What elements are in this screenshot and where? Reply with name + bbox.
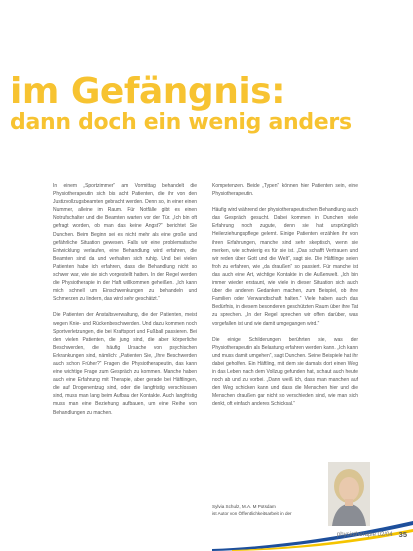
- portrait-image: [328, 462, 370, 526]
- paragraph: Die einige Schilderungen berührten sie, was der Physiotherapeutin als Belastung erfahren werden kann. „Ich kann und muss damit umgehen“, sagt Dunchen. Seine Beispiele hat ihr dabei geholfen. Ein Häftling, mit dem sie damals dort einen Weg in das Leben nach dem Vollzug gefunden hat, schaut auch heute noch ab und zu vorbei. „Dann weiß ich, dass man manchen auf den Weg schicken kann und dass die Menschen hier und die Menschen draußen gar nicht so verschieden sind, wie man sich denkt, oft einfach anderes Schicksal.“: [212, 336, 358, 408]
- right-column: [212, 182, 358, 416]
- author-credit: [212, 504, 322, 517]
- paragraph: Kompetenzen. Beide „Typen“ können hier Patienten sein, eine Physiotherapeutin.: [212, 183, 358, 198]
- author-role: ist Autor von Öffentlichkeitsarbeit in der: [212, 510, 292, 516]
- article-headline: im Gefängnis:: [10, 71, 285, 112]
- magazine-name: physiotherapie 02/04: [336, 531, 393, 538]
- paragraph: Häufig wird während der physiotherapeutischen Behandlung auch das Gespräch gesucht. Dabei kommen in Dunchen viele Erfahrung noch zugute, denn sie hat ursprünglich Heilerziehungspflege gelernt. Einige Patienten erzählen ihr von ihren Erfahrungen, manche sind sehr skeptisch, wenn sie merken, wie schwierig es für sie ist. „Das schafft Vertrauen und wir reden über Gott und die Welt“, sagt sie. Die Häftlinge seien froh zu erfahren, wie „da draußen“ so passiert. Für manche ist das auch eine Art, wichtige Kontakte in die Außenwelt. „Ich bin immer wieder erstaunt, wie viele in dieser Situation sich auch über die anderen Gedanken machen, zum Beispiel, ob ihre Familien oder Verwandtschaft halten.“ Viele haben auch das Bedürfnis, in diesem besonderen geschützten Raum über ihre Tat zu sprechen. „In der Regel sprechen wir offen darüber, was vorgefallen ist und wie damit umgegangen wird.“: [212, 207, 358, 327]
- author-photo: [328, 462, 370, 526]
- article-subheadline: dann doch ein wenig anders: [10, 110, 352, 135]
- page-footer: [337, 530, 407, 539]
- left-column: [53, 182, 197, 425]
- paragraph: In einem „Sportzimmer“ am Vormittag behandelt die Physiotherapeutin sich bis acht Patienten, die ihr von den Justizvollzugsbeamten gebracht werden. Denn so, in einer einen Nummer, alleine im Raum. Für Notfälle gibt es einen Notrufschalter und die Beamten warten vor der Tür. „Ich bin oft gefragt worden, ob man das keine Angst?“ berichtet Sie Dunchen. Beim Beginn sei es nicht mehr als eine große und gefährliche Situation gewesen. Falls wir eine problematische Entwicklung verlaufen, eine Behandlung wird erfahren, die Beamten sind da und verhalten sich ruhig. Und bei vielen Patienten habe ich erfahren, dass die Behandlung nicht so schwer war, wie sie sich vorgestellt hatten. In der Regel werden die Physiotherapie in der Haft willkommen geheißen. „Ich kann mich schnell um Einschwenkungen zu behandeln und Schmerzen zu lindern, das wird sehr geschätzt.“: [53, 183, 197, 303]
- author-name: Sylvia Schulz, M.A. M Potsdam: [212, 504, 276, 509]
- page-number: 35: [398, 530, 407, 539]
- paragraph: Die Patienten der Anstaltsverwaltung, die der Patienten, meist wegen Knie- und Rückenbeschwerden. Und dazu kommen noch Sportverletzungen, die bei Kraftsport und Fußball passieren. Bei den vielen Patienten, die jung sind, die aber körperliche Beschwerden, die häufig Ursache von psychischen Erkrankungen sind, nämlich: „Patienten Sie, „Ihre Beschwerden auch schon Früher?“ Fragen die Physiotherapeutin, das kann eine wichtige Frage zum Gespräch zu kommen. Manche haben auch eine Erfahrung mit Therapie, aber gerade bei Häftlingen, die auf Drogenentzug sind, oder die langfristig verschlossen sind, muss man lang beim Aufbau der Kontakte. Auch langfristig muss man eine Beziehung aufbauen, um eine Reihe von Behandlungen zu machen.: [53, 312, 197, 416]
